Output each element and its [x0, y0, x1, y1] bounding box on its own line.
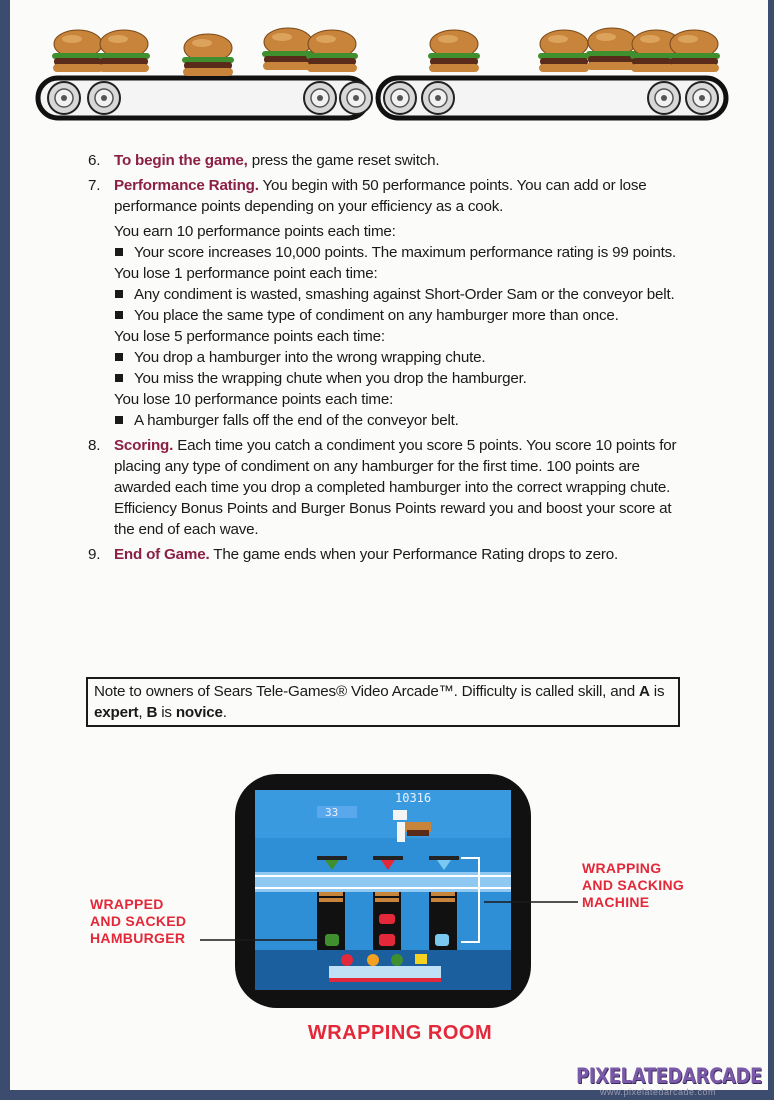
label-line: AND SACKED: [90, 913, 187, 929]
item-9: [88, 544, 688, 565]
conveyor-illustration: [30, 20, 740, 130]
label-line: HAMBURGER: [90, 930, 186, 946]
wrapped-hamburger-label: [90, 896, 186, 947]
note-novice: novice: [175, 704, 223, 721]
note-text: Note to owners of Sears Tele-Games® Video Arcade™. Difficulty is called skill, and: [94, 683, 639, 700]
item-text: The game ends when your Performance Rating drops to zero.: [209, 546, 619, 563]
lose-5-bullet-2: You miss the wrapping chute when you drop the hamburger.: [88, 368, 688, 389]
item-number: 9.: [88, 546, 101, 563]
lose-5-heading: You lose 5 performance points each time:: [114, 328, 385, 345]
note-b: B: [146, 704, 158, 721]
note-text: is: [157, 704, 176, 721]
item-heading: To begin the game,: [114, 152, 248, 169]
item-7: [88, 175, 688, 217]
watermark-url: www.pixelatedarcade.com: [600, 1087, 717, 1097]
item-8: [88, 435, 688, 540]
watermark-brand: PIXELATEDARCADE: [576, 1064, 762, 1088]
item-heading: End of Game.: [114, 546, 210, 563]
item-text: press the game reset switch.: [247, 152, 440, 169]
screen-score: 10316: [395, 791, 432, 805]
tv-screen-illustration: [233, 772, 533, 1010]
note-text: ,: [138, 704, 147, 721]
item-text: Each time you catch a condiment you score 5 points. You score 10 points for placing any type of condiment on any hamburger for the first time. 100 points are awarded each time you drop a completed hamburger into the correct wrapping chute. Efficiency Bonus Points and Burger Bonus Points reward you and boost your score at the end of each wave.: [114, 437, 677, 538]
item-number: 6.: [88, 152, 101, 169]
item-text: You begin with 50 performance points. You can add or lose performance points depending on your efficiency as a cook.: [114, 177, 647, 215]
lose-5-bullet-1: You drop a hamburger into the wrong wrapping chute.: [88, 347, 688, 368]
item-heading: Scoring.: [114, 437, 174, 454]
lose-1-heading: You lose 1 performance point each time:: [114, 265, 378, 282]
note-text: .: [222, 704, 227, 721]
lose-10-bullet: A hamburger falls off the end of the conveyor belt.: [88, 410, 688, 431]
label-line: WRAPPING: [582, 860, 662, 876]
note-expert: expert: [94, 704, 139, 721]
item-number: 7.: [88, 177, 101, 194]
instructions: [88, 150, 688, 569]
wrapping-room-caption: WRAPPING ROOM: [307, 1022, 493, 1044]
note-text: is: [649, 683, 665, 700]
screen-rating: 33: [325, 806, 339, 819]
earn-10-heading: You earn 10 performance points each time:: [114, 223, 396, 240]
right-border: [768, 0, 774, 1100]
sears-note-box: [86, 677, 680, 727]
lose-1-bullet-2: You place the same type of condiment on any hamburger more than once.: [88, 305, 688, 326]
earn-10-bullet: Your score increases 10,000 points. The maximum performance rating is 99 points.: [88, 242, 688, 263]
item-heading: Performance Rating.: [114, 177, 259, 194]
left-border: [0, 0, 10, 1100]
note-a: A: [638, 683, 650, 700]
lose-1-bullet-1: Any condiment is wasted, smashing against Short-Order Sam or the conveyor belt.: [88, 284, 688, 305]
label-line: WRAPPED: [90, 896, 164, 912]
item-6: [88, 150, 688, 171]
label-line: MACHINE: [582, 894, 650, 910]
wrapping-machine-label: [582, 860, 684, 911]
label-line: AND SACKING: [582, 877, 685, 893]
item-number: 8.: [88, 437, 101, 454]
lose-10-heading: You lose 10 performance points each time:: [114, 391, 394, 408]
